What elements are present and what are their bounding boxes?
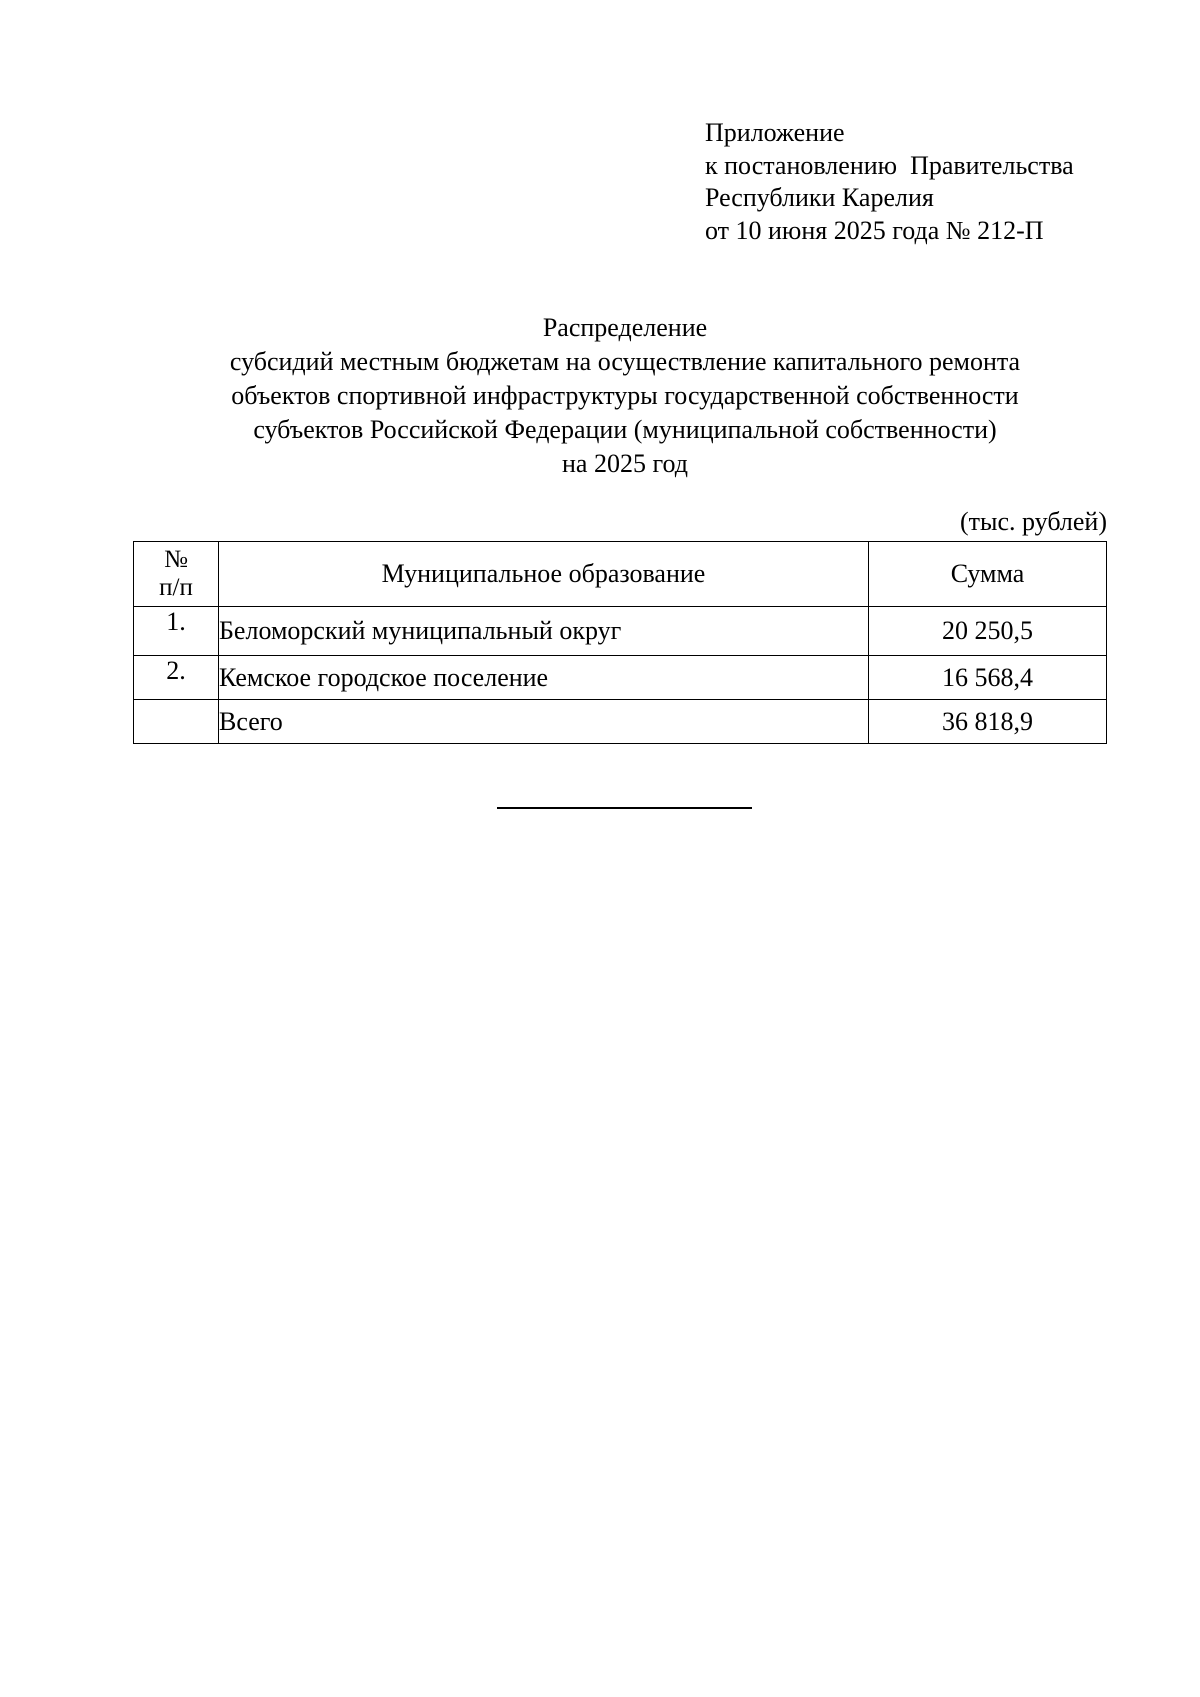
row-municipality: Беломорский муниципальный округ bbox=[219, 607, 869, 656]
row-sum: 20 250,5 bbox=[869, 607, 1107, 656]
header-number bbox=[134, 542, 219, 607]
appendix-block bbox=[705, 117, 1074, 247]
table-header-row bbox=[134, 542, 1107, 607]
appendix-line: к постановлению Правительства bbox=[705, 150, 1074, 180]
header-number-symbol: № bbox=[164, 546, 188, 573]
title-line: Распределение bbox=[542, 313, 708, 342]
title-line: объектов спортивной инфраструктуры государственной собственности bbox=[231, 381, 1019, 410]
appendix-line: Республики Карелия bbox=[705, 183, 934, 212]
header-number-abbr: п/п bbox=[159, 574, 193, 601]
title-line: на 2025 год bbox=[562, 449, 688, 478]
appendix-line: от 10 июня 2025 года № 212-П bbox=[705, 215, 1044, 245]
row-sum: 16 568,4 bbox=[869, 656, 1107, 700]
header-municipality: Муниципальное образование bbox=[219, 542, 869, 607]
total-sum: 36 818,9 bbox=[869, 700, 1107, 744]
total-label: Всего bbox=[219, 700, 869, 744]
row-number: 1. bbox=[134, 607, 219, 656]
row-municipality: Кемское городское поселение bbox=[219, 656, 869, 700]
title-line: субсидий местным бюджетам на осуществление капитального ремонта bbox=[229, 347, 1021, 376]
appendix-line: Приложение bbox=[705, 118, 845, 147]
title-line: субъектов Российской Федерации (муниципальной собственности) bbox=[253, 415, 997, 444]
table-total-row bbox=[134, 700, 1107, 744]
total-number bbox=[134, 700, 219, 744]
table-row bbox=[134, 656, 1107, 700]
row-number: 2. bbox=[134, 656, 219, 700]
document-end-line bbox=[497, 807, 752, 809]
table-row bbox=[134, 607, 1107, 656]
units-label: (тыс. рублей) bbox=[959, 507, 1107, 536]
header-sum: Сумма bbox=[869, 542, 1107, 607]
distribution-table bbox=[133, 541, 1107, 744]
document-title bbox=[0, 311, 1200, 481]
